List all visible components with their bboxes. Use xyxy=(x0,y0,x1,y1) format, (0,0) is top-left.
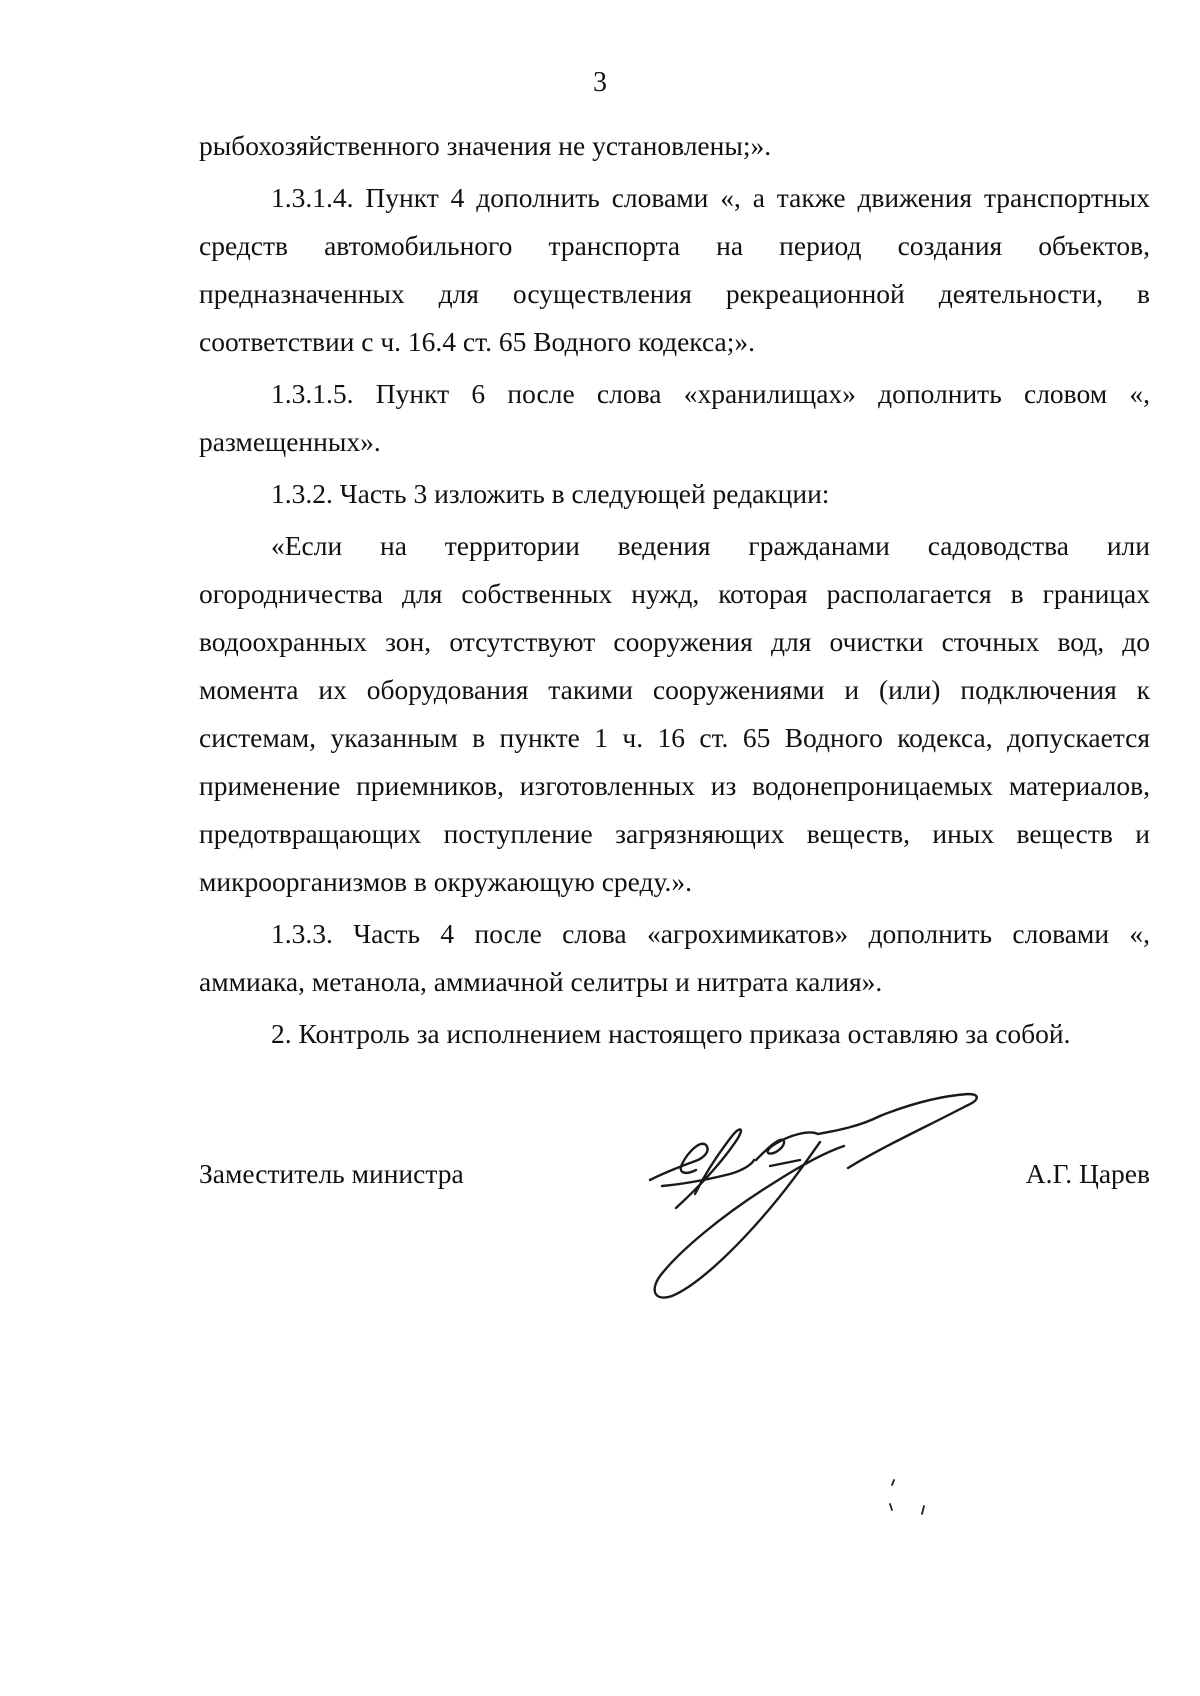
page-number: 3 xyxy=(593,67,607,98)
signatory-position: Заместитель министра xyxy=(199,1158,464,1189)
paragraph-continuation: рыбохозяйственного значения не установлены;». xyxy=(199,130,772,161)
paragraph-2-control: 2. Контроль за исполнением настоящего приказа оставляю за собой. xyxy=(271,1018,1071,1049)
paragraph-1-3-1-5: 1.3.1.5. Пункт 6 после слова «хранилищах» дополнить словом «, размещенных». xyxy=(199,378,1150,457)
document-body xyxy=(199,122,1150,1062)
paragraph-1-3-3: 1.3.3. Часть 4 после слова «агрохимикатов» дополнить словами «, аммиака, метанола, аммиачной селитры и нитрата калия». xyxy=(199,918,1150,997)
paragraph-1-3-2: 1.3.2. Часть 3 изложить в следующей редакции: xyxy=(271,478,830,509)
handwritten-signature xyxy=(640,1090,1020,1310)
scan-marks xyxy=(880,1476,940,1526)
paragraph-part-3-quote: «Если на территории ведения гражданами садоводства или огородничества для собственных нужд, которая располагается в границах водоохранных зон, отсутствуют сооружения для очистки сточных вод, до момента их оборудования такими сооружениями и (или) подключения к системам, указанным в пункте 1 ч. 16 ст. 65 Водного кодекса, допускается применение приемников, изготовленных из водонепроницаемых материалов, предотвращающих поступление загрязняющих веществ, иных веществ и микроорганизмов в окружающую среду.». xyxy=(199,530,1150,897)
signatory-name: А.Г. Царев xyxy=(1025,1158,1150,1189)
paragraph-1-3-1-4: 1.3.1.4. Пункт 4 дополнить словами «, а также движения транспортных средств автомобильного транспорта на период создания объектов, предназначенных для осуществления рекреационной деятельности, в соответствии с ч. 16.4 ст. 65 Водного кодекса;». xyxy=(199,182,1150,357)
